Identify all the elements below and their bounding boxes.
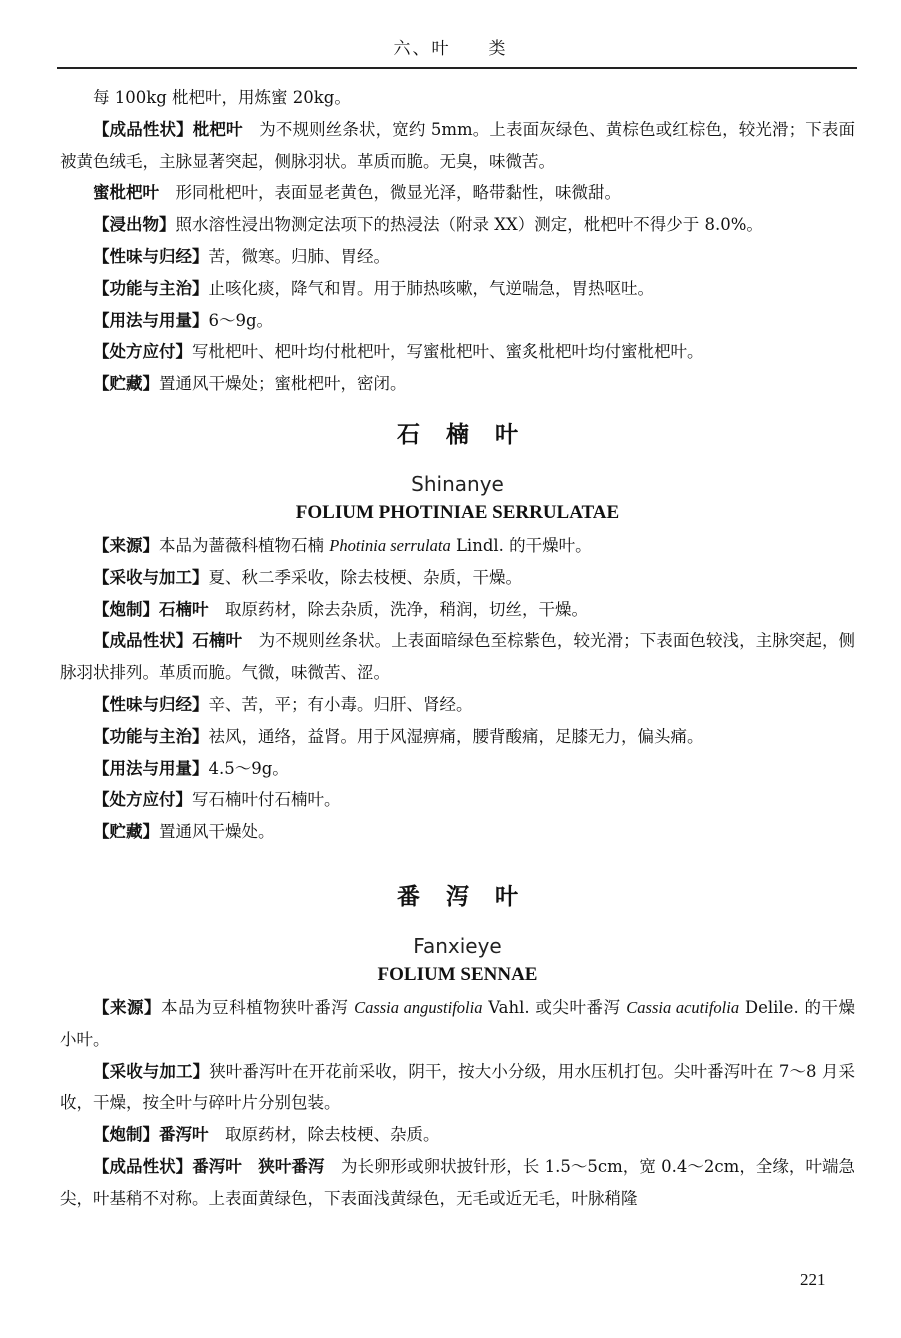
field-label: 【成品性状】 bbox=[93, 1156, 193, 1176]
fanxieye-laiyuan bbox=[60, 992, 855, 1056]
field-text: 为不规则丝条状。上表面暗绿色至棕紫色，较光滑；下表面色较浅，主脉突起，侧脉羽状排列。革质而脆。气微，味微苦、涩。 bbox=[60, 631, 856, 683]
field-text: 写石楠叶付石楠叶。 bbox=[192, 790, 341, 810]
field-text: 辛、苦，平；有小毒。归肝、肾经。 bbox=[208, 694, 473, 714]
pipa-note: 每 100kg 枇杷叶，用炼蜜 20kg。 bbox=[93, 88, 351, 107]
field-text: 取原药材，除去枝梗、杂质。 bbox=[208, 1125, 440, 1145]
field-text: 止咳化痰，降气和胃。用于肺热咳嗽，气逆喘急，胃热呕吐。 bbox=[208, 278, 654, 298]
item-name: 番泻叶 bbox=[159, 1125, 209, 1145]
field-label: 【功能与主治】 bbox=[93, 726, 209, 746]
running-head: 六、叶 类 bbox=[393, 39, 508, 59]
field-text: 为不规则丝条状，宽约 5mm。上表面灰绿色、黄棕色或红棕色，较光滑；下表面被黄色绒毛，主脉显著突起，侧脉羽状。革质而脆。无臭，味微苦。 bbox=[60, 119, 855, 171]
item-name: 枇杷叶 bbox=[192, 119, 243, 139]
field-text: 取原药材，除去杂质，洗净，稍润，切丝，干燥。 bbox=[208, 599, 588, 619]
field-text: 为长卵形或卵状披针形，长 1.5～5cm，宽 0.4～2cm，全缘，叶端急尖，叶基稍不对称。上表面黄绿色，下表面浅黄绿色，无毛或近无毛，叶脉稍隆 bbox=[60, 1156, 856, 1208]
section-title-shinanye: 石楠叶 bbox=[397, 421, 544, 448]
field-text: 苦，微寒。归肺、胃经。 bbox=[208, 246, 390, 266]
item-name: 蜜枇杷叶 bbox=[93, 183, 159, 203]
shinanye-laiyuan bbox=[60, 530, 855, 562]
field-text: 置通风干燥处。 bbox=[159, 822, 275, 842]
field-label: 【来源】 bbox=[93, 997, 162, 1017]
field-text: Lindl. 的干燥叶。 bbox=[450, 535, 592, 555]
page-number: 221 bbox=[800, 1270, 826, 1289]
fanxieye-caishou bbox=[60, 1056, 855, 1120]
pipa-chufang bbox=[60, 336, 855, 368]
fanxieye-xingzhuang bbox=[60, 1151, 855, 1215]
fanxieye-paozhi bbox=[60, 1119, 855, 1151]
pipa-yongfa bbox=[60, 305, 855, 337]
section-latin-fanxieye: FOLIUM SENNAE bbox=[377, 963, 538, 985]
field-label: 【用法与用量】 bbox=[93, 758, 209, 778]
field-label: 【浸出物】 bbox=[93, 215, 176, 235]
field-label: 【功能与主治】 bbox=[93, 278, 209, 298]
item-name: 番泻叶 bbox=[192, 1156, 242, 1176]
field-text: 6～9g。 bbox=[208, 310, 274, 330]
pipa-xingzhuang bbox=[60, 114, 855, 178]
field-text: 形同枇杷叶，表面显老黄色，微显光泽，略带黏性，味微甜。 bbox=[159, 183, 621, 203]
field-label: 【贮藏】 bbox=[93, 374, 159, 394]
field-label: 【采收与加工】 bbox=[93, 1061, 210, 1081]
latin-name: Cassia acutifolia bbox=[626, 997, 740, 1017]
field-label: 【用法与用量】 bbox=[93, 310, 209, 330]
pipa-gongneng bbox=[60, 273, 855, 305]
latin-name: Photinia serrulata bbox=[329, 535, 451, 555]
field-label: 【处方应付】 bbox=[93, 790, 192, 810]
pipa-zhucang bbox=[60, 368, 855, 400]
field-label: 【性味与归经】 bbox=[93, 694, 209, 714]
field-text: 狭叶番泻叶在开花前采收，阴干，按大小分级，用水压机打包。尖叶番泻叶在 7～8 月采收，干燥，按全叶与碎叶片分别包装。 bbox=[60, 1061, 855, 1113]
field-label: 【炮制】 bbox=[93, 1125, 159, 1145]
shinanye-xingzhuang bbox=[60, 625, 855, 689]
item-subname: 狭叶番泻 bbox=[241, 1156, 325, 1176]
latin-name: Cassia angustifolia bbox=[354, 997, 483, 1017]
field-text: 本品为豆科植物狭叶番泻 bbox=[161, 997, 355, 1017]
page-body bbox=[60, 82, 855, 1215]
field-label: 【性味与归经】 bbox=[93, 246, 209, 266]
field-text: 写枇杷叶、杷叶均付枇杷叶，写蜜枇杷叶、蜜炙枇杷叶均付蜜枇杷叶。 bbox=[192, 342, 704, 362]
shinanye-gongneng bbox=[60, 721, 855, 753]
field-text: 祛风，通络，益肾。用于风湿痹痛，腰背酸痛，足膝无力，偏头痛。 bbox=[208, 726, 704, 746]
field-label: 【炮制】 bbox=[93, 599, 159, 619]
pipa-jinchuwu bbox=[60, 209, 855, 241]
shinanye-chufang bbox=[60, 784, 855, 816]
shinanye-yongfa bbox=[60, 753, 855, 785]
item-name: 石楠叶 bbox=[192, 631, 243, 651]
field-label: 【成品性状】 bbox=[93, 119, 193, 139]
pipa-xingwei bbox=[60, 241, 855, 273]
section-pinyin-shinanye: Shinanye bbox=[411, 471, 504, 496]
section-title-fanxieye: 番泻叶 bbox=[397, 883, 544, 910]
field-text: 夏、秋二季采收，除去枝梗、杂质，干燥。 bbox=[208, 567, 522, 587]
field-text: Vahl. 或尖叶番泻 bbox=[482, 997, 627, 1017]
field-label: 【贮藏】 bbox=[93, 822, 159, 842]
field-text: 本品为蔷薇科植物石楠 bbox=[159, 535, 330, 555]
shinanye-caishou bbox=[60, 562, 855, 594]
field-label: 【处方应付】 bbox=[93, 342, 192, 362]
shinanye-xingwei bbox=[60, 689, 855, 721]
field-text: Delile. 的干燥小叶。 bbox=[60, 997, 855, 1049]
section-latin-shinanye: FOLIUM PHOTINIAE SERRULATAE bbox=[295, 501, 620, 523]
shinanye-zhucang bbox=[60, 816, 855, 848]
pipa-mi bbox=[60, 177, 855, 209]
field-label: 【采收与加工】 bbox=[93, 567, 209, 587]
section-pinyin-fanxieye: Fanxieye bbox=[413, 933, 502, 958]
field-text: 照水溶性浸出物测定法项下的热浸法（附录 XX）测定，枇杷叶不得少于 8.0%。 bbox=[175, 215, 763, 235]
field-label: 【成品性状】 bbox=[93, 631, 193, 651]
shinanye-paozhi bbox=[60, 594, 855, 626]
field-label: 【来源】 bbox=[93, 535, 159, 555]
field-text: 4.5～9g。 bbox=[208, 758, 289, 778]
header-rule bbox=[57, 67, 857, 69]
field-text: 置通风干燥处；蜜枇杷叶，密闭。 bbox=[159, 374, 407, 394]
item-name: 石楠叶 bbox=[159, 599, 209, 619]
